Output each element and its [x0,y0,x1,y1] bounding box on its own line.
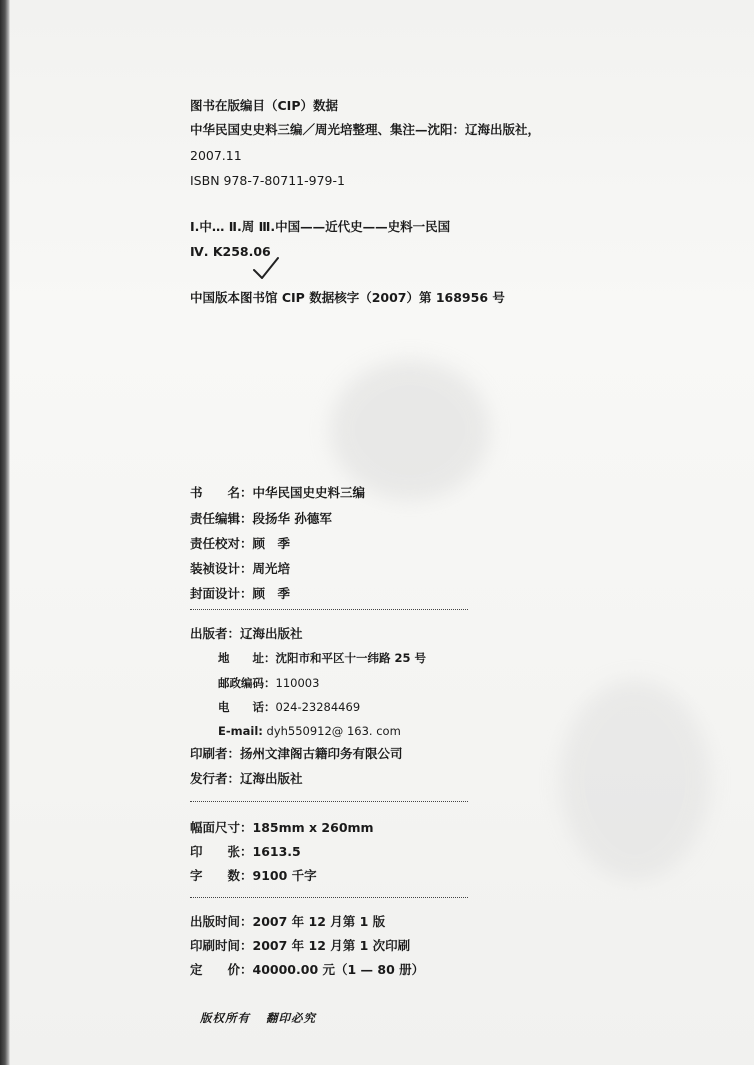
printer-row [190,748,403,761]
print-time-row [190,940,410,953]
book-title-value: 中华民国史史料三编 [252,485,366,500]
phone-label: 电 话： [218,700,276,714]
publisher-label: 出版者： [190,626,241,641]
scan-smudge [330,360,490,500]
publish-time-row [190,916,385,929]
cip-classification: Ⅰ.中… Ⅱ.周 Ⅲ.中国——近代史——史料一民国 [190,219,451,234]
word-count-value: 9100 千字 [252,868,317,883]
print-time-label: 印刷时间： [190,938,253,953]
cip-isbn: ISBN 978-7-80711-979-1 [190,173,345,188]
format-size-label: 幅面尺寸： [190,820,253,835]
publish-time-label: 出版时间： [190,914,253,929]
zip-label: 邮政编码： [218,676,276,690]
publisher-row [190,628,303,641]
distributor-label: 发行者： [190,771,241,786]
binding-shadow [0,0,10,1065]
book-title-row [190,487,365,500]
editor-label: 责任编辑： [190,511,253,526]
dotted-divider [190,897,468,898]
dotted-divider [190,609,468,610]
printed-sheets-row [190,846,301,859]
cover-design-row [190,588,290,601]
email-value: dyh550912@ 163. com [266,724,401,738]
phone-value: 024-23284469 [275,700,361,714]
publisher-value: 辽海出版社 [240,626,303,641]
cip-date: 2007.11 [190,148,242,163]
price-label: 定 价： [190,962,253,977]
cip-class-number: Ⅳ. K258.06 [190,244,271,259]
binding-design-value: 周光培 [252,561,291,576]
cover-design-label: 封面设计： [190,586,253,601]
printer-label: 印刷者： [190,746,241,761]
proofreader-row [190,538,290,551]
price-value: 40000.00 元（1 — 80 册） [252,962,425,977]
zip-value: 110003 [275,676,320,690]
address-row [218,653,426,665]
word-count-row [190,870,317,883]
cip-heading: 图书在版编目（CIP）数据 [190,98,338,113]
editor-value: 段扬华 孙德军 [252,511,332,526]
dotted-divider [190,801,468,802]
proofreader-label: 责任校对： [190,536,253,551]
distributor-row [190,773,303,786]
price-row [190,964,424,977]
email-row [218,726,401,738]
cip-title-line: 中华民国史史料三编／周光培整理、集注—沈阳：辽海出版社， [190,122,541,137]
proofreader-value: 顾 季 [252,536,291,551]
scan-smudge [560,680,710,880]
zip-row [218,678,319,690]
format-size-value: 185mm x 260mm [252,820,374,835]
address-value: 沈阳市和平区十一纬路 25 号 [275,651,427,665]
printed-sheets-label: 印 张： [190,844,253,859]
rights-reserved-text: 版权所有 [200,1011,250,1025]
distributor-value: 辽海出版社 [240,771,303,786]
email-label: E-mail: [218,724,263,738]
editor-row [190,513,332,526]
book-title-label: 书 名： [190,485,253,500]
printer-value: 扬州文津阁古籍印务有限公司 [240,746,403,761]
print-time-value: 2007 年 12 月第 1 次印刷 [252,938,411,953]
cip-record-number: 中国版本图书馆 CIP 数据核字（2007）第 168956 号 [190,290,505,305]
binding-design-row [190,563,290,576]
checkmark-icon [252,256,280,282]
address-label: 地 址： [218,651,276,665]
copyright-notice [200,1010,332,1026]
phone-row [218,702,360,714]
word-count-label: 字 数： [190,868,253,883]
publish-time-value: 2007 年 12 月第 1 版 [252,914,386,929]
piracy-warning-text: 翻印必究 [266,1011,316,1025]
printed-sheets-value: 1613.5 [252,844,301,859]
format-size-row [190,822,374,835]
binding-design-label: 装祯设计： [190,561,253,576]
cover-design-value: 顾 季 [252,586,291,601]
